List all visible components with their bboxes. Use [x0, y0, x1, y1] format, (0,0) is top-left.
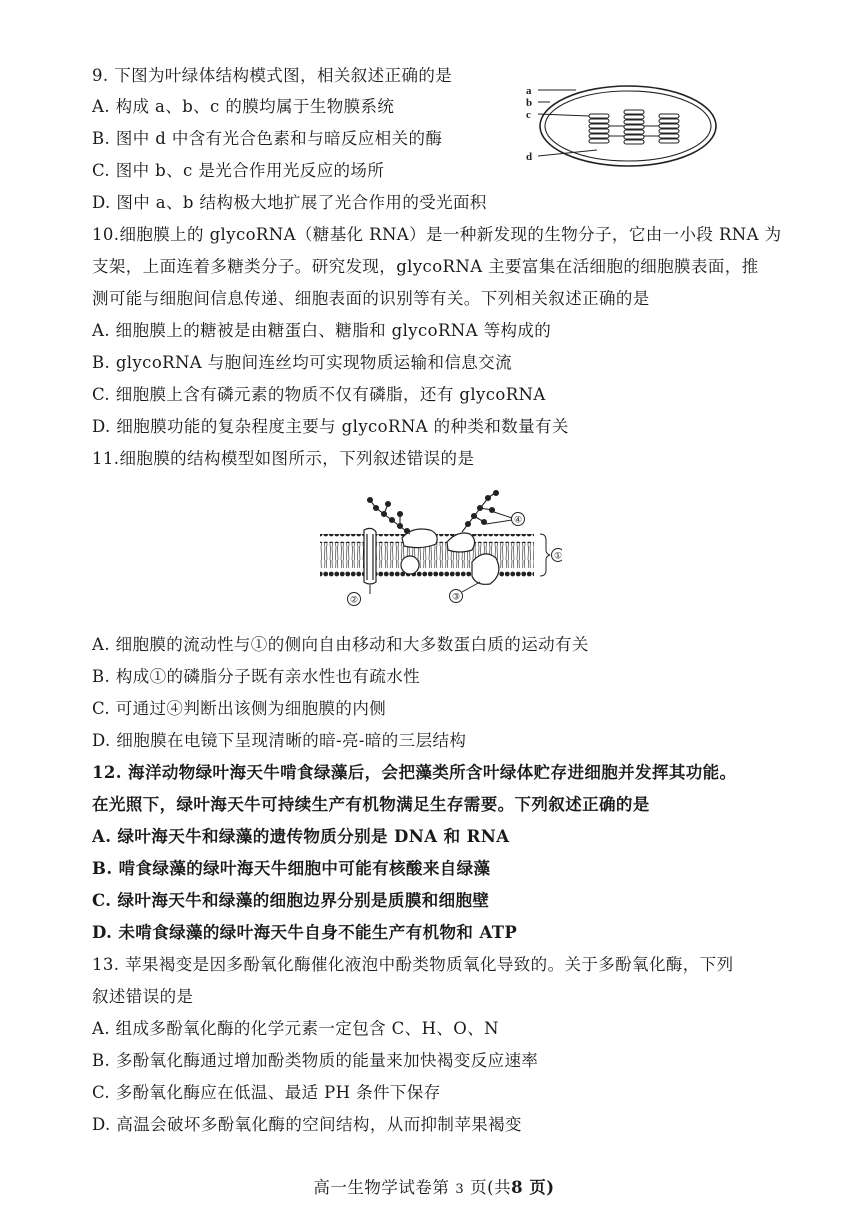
cell-membrane-diagram — [312, 490, 562, 614]
q10-option-b: B. glycoRNA 与胞间连丝均可实现物质运输和信息交流 — [92, 353, 512, 372]
chloro-label-a: a — [526, 85, 532, 97]
membrane-label-3: ③ — [451, 592, 461, 603]
q12-stem-line-2: 在光照下，绿叶海天牛可持续生产有机物满足生存需要。下列叙述正确的是 — [92, 795, 650, 814]
footer-prefix: 高一生物学试卷第 — [313, 1178, 450, 1197]
q13-option-b: B. 多酚氧化酶通过增加酚类物质的能量来加快褐变反应速率 — [92, 1051, 539, 1070]
q9-stem: 9. 下图为叶绿体结构模式图，相关叙述正确的是 — [92, 66, 453, 85]
q12-option-a: A. 绿叶海天牛和绿藻的遗传物质分别是 DNA 和 RNA — [92, 827, 510, 846]
q9-option-a: A. 构成 a、b、c 的膜均属于生物膜系统 — [92, 97, 395, 116]
q13-option-d: D. 高温会破坏多酚氧化酶的空间结构，从而抑制苹果褐变 — [92, 1115, 522, 1134]
q9-option-d: D. 图中 a、b 结构极大地扩展了光合作用的受光面积 — [92, 193, 487, 212]
q11-option-d: D. 细胞膜在电镜下呈现清晰的暗-亮-暗的三层结构 — [92, 731, 467, 750]
chloro-label-c: c — [526, 109, 531, 121]
q9-option-b: B. 图中 d 中含有光合色素和与暗反应相关的酶 — [92, 129, 443, 148]
q11-option-c: C. 可通过④判断出该侧为细胞膜的内侧 — [92, 699, 387, 718]
q10-stem-line-1: 10.细胞膜上的 glycoRNA（糖基化 RNA）是一种新发现的生物分子，它由一小段 RNA 为 — [92, 225, 782, 244]
q11-option-a: A. 细胞膜的流动性与①的侧向自由移动和大多数蛋白质的运动有关 — [92, 635, 589, 654]
q10-option-a: A. 细胞膜上的糖被是由糖蛋白、糖脂和 glycoRNA 等构成的 — [92, 321, 552, 340]
q12-option-d: D. 未啃食绿藻的绿叶海天牛自身不能生产有机物和 ATP — [92, 923, 518, 942]
q11-option-b: B. 构成①的磷脂分子既有亲水性也有疏水性 — [92, 667, 421, 686]
footer-total-pages: 8 页) — [511, 1178, 555, 1197]
q13-stem-line-1: 13. 苹果褐变是因多酚氧化酶催化液泡中酚类物质氧化导致的。关于多酚氧化酶，下列 — [92, 955, 734, 974]
membrane-label-1: ① — [553, 551, 562, 562]
q12-stem-line-1: 12. 海洋动物绿叶海天牛啃食绿藻后，会把藻类所含叶绿体贮存进细胞并发挥其功能。 — [92, 763, 737, 782]
q12-option-b: B. 啃食绿藻的绿叶海天牛细胞中可能有核酸来自绿藻 — [92, 859, 491, 878]
chloroplast-diagram — [522, 80, 718, 172]
q10-option-c: C. 细胞膜上含有磷元素的物质不仅有磷脂，还有 glycoRNA — [92, 385, 546, 404]
chloro-label-d: d — [526, 151, 533, 163]
q11-stem: 11.细胞膜的结构模型如图所示，下列叙述错误的是 — [92, 449, 475, 468]
membrane-label-2: ② — [349, 595, 359, 606]
footer-page-number: 3 — [455, 1182, 465, 1197]
q12-option-c: C. 绿叶海天牛和绿藻的细胞边界分别是质膜和细胞壁 — [92, 891, 490, 910]
q13-option-c: C. 多酚氧化酶应在低温、最适 PH 条件下保存 — [92, 1083, 441, 1102]
q13-stem-line-2: 叙述错误的是 — [92, 987, 194, 1006]
membrane-label-4: ④ — [513, 515, 523, 526]
footer-suffix: 页(共 — [470, 1178, 512, 1197]
q13-option-a: A. 组成多酚氧化酶的化学元素一定包含 C、H、O、N — [92, 1019, 499, 1038]
q10-stem-line-2: 支架，上面连着多糖类分子。研究发现，glycoRNA 主要富集在活细胞的细胞膜表面，推 — [92, 257, 759, 276]
q10-stem-line-3: 测可能与细胞间信息传递、细胞表面的识别等有关。下列相关叙述正确的是 — [92, 289, 650, 308]
q10-option-d: D. 细胞膜功能的复杂程度主要与 glycoRNA 的种类和数量有关 — [92, 417, 569, 436]
q9-option-c: C. 图中 b、c 是光合作用光反应的场所 — [92, 161, 385, 180]
page-footer — [0, 1177, 868, 1201]
chloro-label-b: b — [526, 97, 533, 109]
